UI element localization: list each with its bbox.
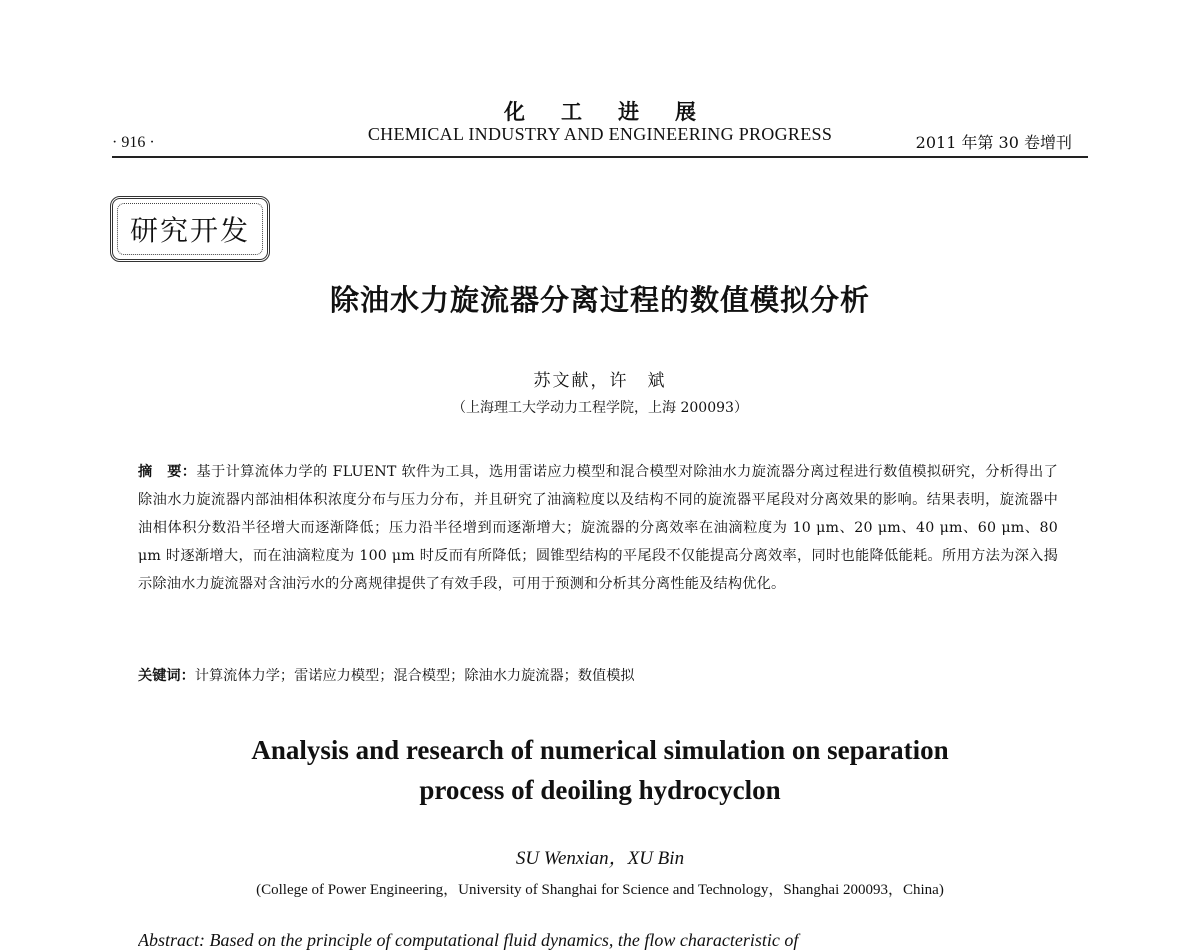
- abstract-cn-text: 基于计算流体力学的 FLUENT 软件为工具，选用雷诺应力模型和混合模型对除油水力旋流器分离过程进行数值模拟研究，分析得出了除油水力旋流器内部油相体积浓度分布与压力分布，并且研究了油滴粒度以及结构不同的旋流器平尾段对分离效果的影响。结果表明，旋流器中油相体积分数沿半径增大而逐渐降低；压力沿半径增到而逐渐增大；旋流器的分离效率在油滴粒度为 10 μm、20 μm、40 μm、60 μm、80 μm 时逐渐增大，而在油滴粒度为 100 μm 时反而有所降低；圆锥型结构的平尾段不仅能提高分离效率，同时也能降低能耗。所用方法为深入揭示除油水力旋流器对含油污水的分离规律提供了有效手段，可用于预测和分析其分离性能及结构优化。: [138, 464, 1058, 592]
- keywords-cn-label: 关键词：: [138, 668, 195, 684]
- section-tag: [110, 196, 270, 262]
- affiliation-en: (College of Power Engineering，University of Shanghai for Science and Technology，Shanghai 200093，China): [256, 882, 944, 898]
- section-tag-label: 研究开发: [129, 214, 250, 247]
- journal-title-en: CHEMICAL INDUSTRY AND ENGINEERING PROGRESS: [367, 124, 833, 144]
- authors-en: SU Wenxian，XU Bin: [515, 848, 685, 869]
- article-title-en: [0, 730, 1200, 810]
- abstract-cn: [138, 458, 1058, 598]
- page-number: · 916 ·: [112, 134, 155, 151]
- article-title-en-line1: Analysis and research of numerical simulation on separation: [251, 735, 949, 765]
- abstract-cn-label: 摘 要：: [138, 464, 197, 480]
- authors-cn: 苏文献，许 斌: [533, 371, 667, 391]
- abstract-en-start: Abstract: Based on the principle of computational fluid dynamics, the flow characteristic of: [138, 930, 799, 950]
- article-title-en-line2: process of deoiling hydrocyclon: [419, 775, 781, 805]
- article-title-cn: 除油水力旋流器分离过程的数值模拟分析: [329, 283, 870, 317]
- affiliation-cn: （上海理工大学动力工程学院，上海 200093）: [452, 400, 748, 416]
- keywords-cn-text: 计算流体力学；雷诺应力模型；混合模型；除油水力旋流器；数值模拟: [194, 668, 635, 684]
- header-rule: [112, 156, 1088, 158]
- issue-label: 2011 年第 30 卷增刊: [915, 133, 1072, 152]
- journal-title-cn: 化工进展: [504, 100, 732, 124]
- keywords-cn: [138, 665, 1058, 685]
